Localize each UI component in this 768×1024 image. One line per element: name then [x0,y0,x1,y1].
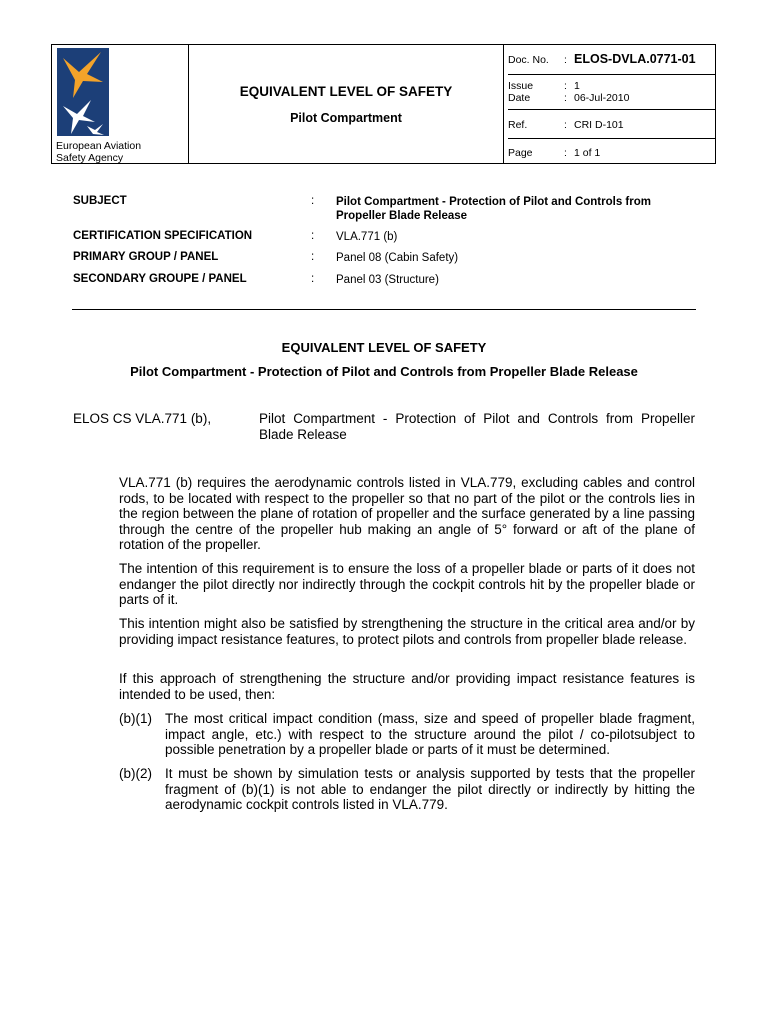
agency-name [56,140,141,164]
doc-no-row [508,45,715,75]
primary-group-label: PRIMARY GROUP / PANEL [73,251,219,263]
date-label: Date [508,92,531,104]
cert-spec-value: VLA.771 (b) [336,231,398,243]
paragraph: VLA.771 (b) requires the aerodynamic controls listed in VLA.779, excluding cables and control rods, to be located with respect to the propeller so that no part of the pilot or the controls lies in the region between the plane of rotation of propeller and the surface generated by a line passing through the centre of the propeller hub making an angle of 5° forward or aft of the plane of rotation of the propeller. [119,475,695,552]
logo-cell [52,45,189,163]
title-cell [189,45,504,163]
doc-no-value: ELOS-DVLA.0771-01 [574,52,696,66]
colon: : [564,80,567,92]
colon: : [311,230,315,242]
ref-row [508,110,715,139]
page-row [508,139,715,163]
secondary-group-value: Panel 03 (Structure) [336,274,439,286]
colon: : [564,147,567,159]
paragraph: If this approach of strengthening the structure and/or providing impact resistance features is intended to be used, then: [119,671,695,702]
document-subtitle: Pilot Compartment [290,111,402,125]
primary-group-value: Panel 08 (Cabin Safety) [336,252,459,264]
list-item-text: It must be shown by simulation tests or analysis supported by tests that the propeller fragment of (b)(1) is not able to endanger the pilot directly or indirectly by hitting the aerodynamic cockpit controls listed in VLA.779. [165,766,695,812]
subject-value: Pilot Compartment - Protection of Pilot and Controls from Propeller Blade Release [336,196,651,222]
secondary-group-label: SECONDARY GROUPE / PANEL [73,273,247,285]
elos-description: Pilot Compartment - Protection of Pilot and Controls from Propeller Blade Release [259,411,695,442]
agency-line-1: European Aviation [56,140,142,152]
list-item-label: (b)(2) [119,766,152,781]
colon: : [564,54,567,66]
body-heading: EQUIVALENT LEVEL OF SAFETY [281,340,487,355]
meta-cell [504,45,715,163]
paragraph: The intention of this requirement is to ensure the loss of a propeller blade or parts of it does not endanger the pilot directly nor indirectly through the cockpit controls hit by the propeller blade or parts of it. [119,561,695,607]
ref-value: CRI D-101 [574,119,624,131]
issue-label: Issue [508,80,534,92]
issue-date-row [508,75,715,110]
colon: : [311,273,315,285]
cert-spec-label: CERTIFICATION SPECIFICATION [73,230,253,242]
body-subheading: Pilot Compartment - Protection of Pilot and Controls from Propeller Blade Release [130,364,638,379]
page-label: Page [508,147,533,159]
colon: : [564,119,567,131]
colon: : [311,195,315,207]
list-item-text: The most critical impact condition (mass, size and speed of propeller blade fragment, impact angle, etc.) with respect to the structure around the pilot / co-pilotsubject to possible penetration by a propeller blade or parts of it must be determined. [165,711,695,757]
document-header [51,44,716,164]
colon: : [564,92,567,104]
ref-label: Ref. [508,119,528,131]
easa-logo-icon [57,48,109,136]
colon: : [311,251,315,263]
doc-no-label: Doc. No. [508,54,549,66]
divider [72,309,696,310]
page-value: 1 of 1 [574,147,601,159]
paragraph: This intention might also be satisfied by strengthening the structure in the critical area and/or by providing impact resistance features, to protect pilots and controls from propeller blade release. [119,616,695,647]
document-title: EQUIVALENT LEVEL OF SAFETY [239,84,453,99]
list-item-label: (b)(1) [119,711,152,726]
issue-value: 1 [574,80,580,92]
elos-reference: ELOS CS VLA.771 (b), [73,411,212,426]
date-value: 06-Jul-2010 [574,92,630,104]
agency-line-2: Safety Agency [56,152,124,164]
subject-label: SUBJECT [73,195,127,207]
